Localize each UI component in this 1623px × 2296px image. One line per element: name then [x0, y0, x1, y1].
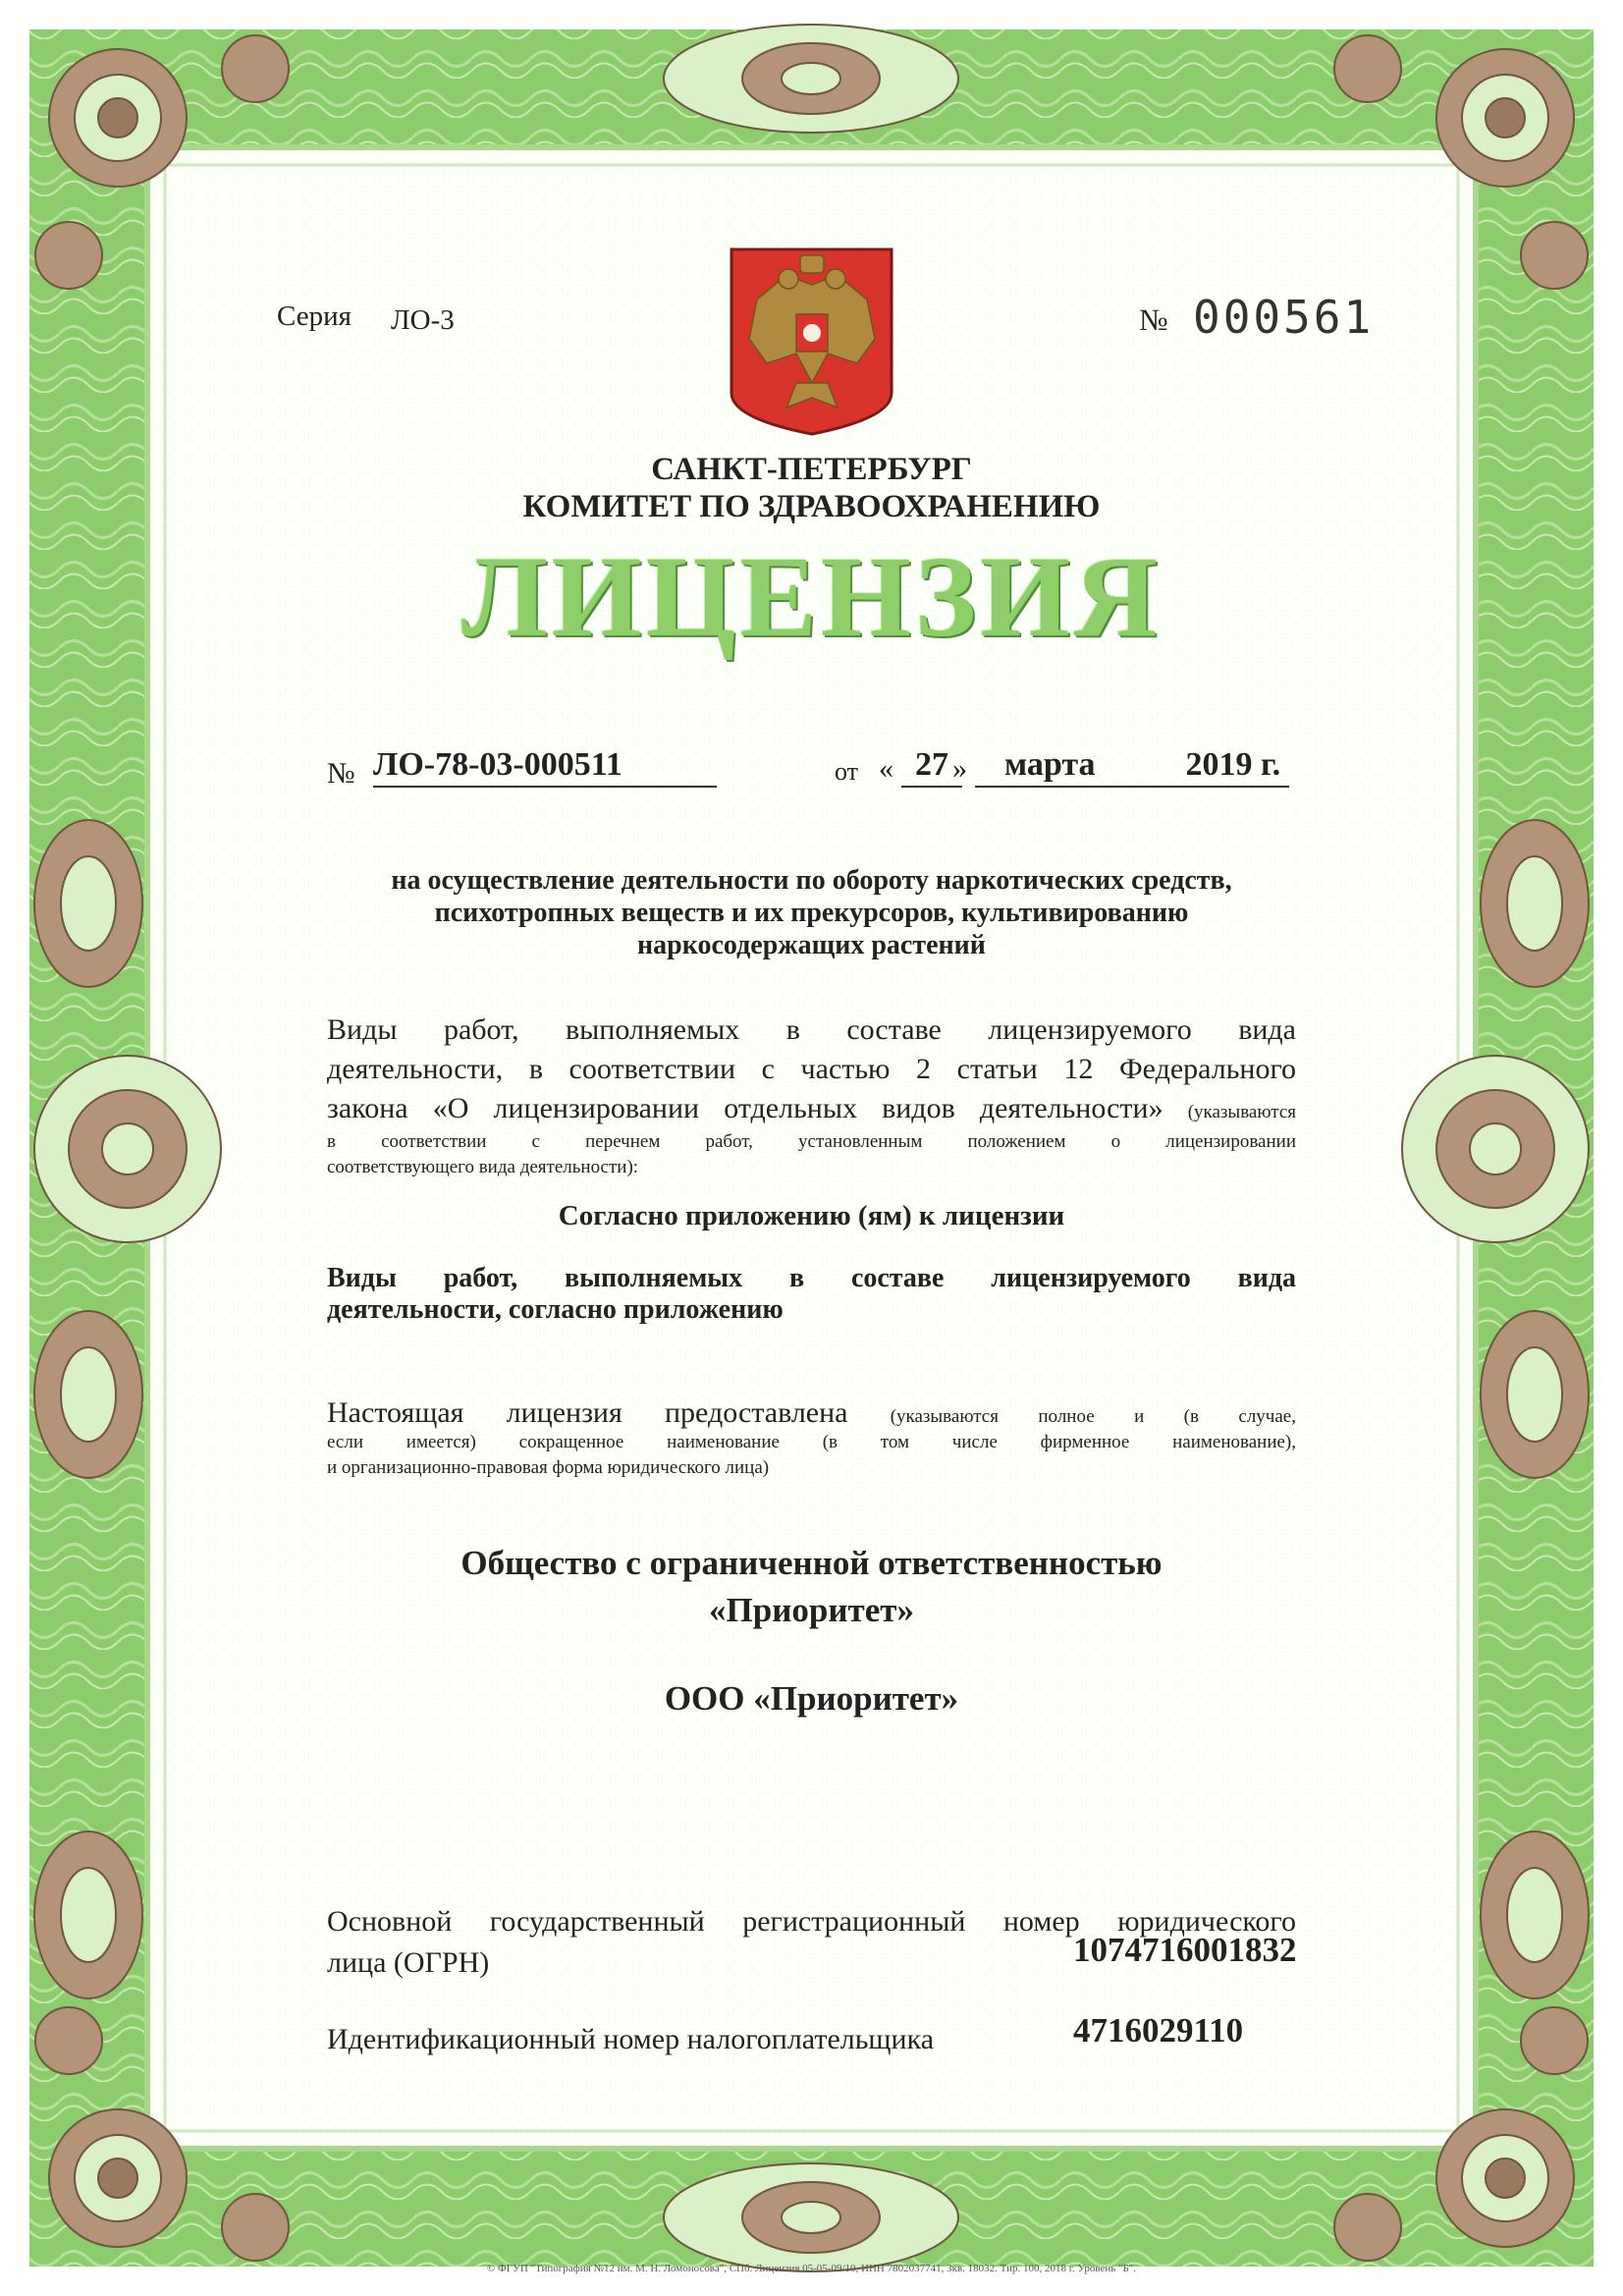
provided-to-hint: и организационно-правовая форма юридического лица) [327, 1457, 770, 1478]
license-month-year [975, 746, 1289, 788]
provided-to-text: Настоящая лицензия предоставлена [327, 1396, 848, 1429]
inn-label: Идентификационный номер налогоплательщика [327, 2023, 935, 2055]
works-hint: в соответствии с перечнем работ, установленным положением о лицензировании [327, 1131, 1296, 1152]
coat-of-arms-icon [728, 246, 895, 438]
works-text-line: деятельности, в соответствии с частью 2 статьи 12 Федерального [327, 1053, 1296, 1085]
organization-full-name: «Приоритет» [709, 1591, 914, 1629]
activity-line: психотропных веществ и их прекурсоров, культивированию [434, 898, 1189, 928]
issuer-city: САНКТ-ПЕТЕРБУРГ [651, 452, 972, 487]
license-year: 2019 г. [1185, 746, 1281, 783]
works-law-text: закона «О лицензировании отдельных видов деятельности» [327, 1092, 1163, 1124]
license-number-label: № [327, 757, 355, 790]
license-number: ЛО-78-03-000511 [373, 746, 717, 788]
medallion-bottom [664, 2163, 958, 2271]
number-label: № [1139, 302, 1168, 337]
works-hint-inline: (указываются [1187, 1102, 1296, 1122]
license-month: марта [1004, 746, 1096, 783]
provided-to-hint-inline: (указываются полное и (в случае, [890, 1406, 1296, 1427]
provided-to-hint: если имеется) сокращенное наименование (в том числе фирменное наименование), [327, 1432, 1296, 1452]
works-appendix-line: деятельности, согласно приложению [327, 1294, 784, 1325]
ogrn-label: Основной государственный регистрационный номер юридического [327, 1905, 1296, 1938]
series-label: Серия [277, 301, 352, 332]
organization-short-name: ООО «Приоритет» [664, 1679, 959, 1718]
printer-imprint: © ФГУП "Типография №12 им. М. Н. Ломоносова", СПб. Лицензия 05-05-09/10, ИНН 7802037741, 3кв. 18032. Тир. 100, 2018 г. Уровень "Б". [486, 2263, 1137, 2274]
issuer-committee: КОМИТЕТ ПО ЗДРАВООХРАНЕНИЮ [522, 489, 1101, 524]
works-appendix-line: Виды работ, выполняемых в составе лицензируемого вида [327, 1263, 1296, 1293]
provided-to-line [327, 1396, 1296, 1430]
series-value: ЛО-3 [391, 304, 455, 336]
document-title: ЛИЦЕНЗИЯ [460, 532, 1163, 661]
date-close-quote: » [952, 752, 967, 785]
ogrn-label: лица (ОГРН) [327, 1946, 490, 1979]
date-open-quote: « [879, 752, 893, 785]
form-number: 000561 [1193, 291, 1375, 344]
activity-line: наркосодержащих растений [637, 930, 986, 960]
works-hint: соответствующего вида деятельности): [327, 1157, 639, 1177]
activity-description [295, 864, 1328, 961]
ogrn-value: 1074716001832 [1073, 1931, 1297, 1969]
license-day: 27 [901, 746, 962, 788]
appendix-reference: Согласно приложению (ям) к лицензии [558, 1200, 1065, 1231]
inn-value: 4716029110 [1073, 2011, 1244, 2050]
date-from-label: от [835, 757, 859, 786]
medallion-top [664, 25, 958, 133]
organization-full-name: Общество с ограниченной ответственностью [460, 1544, 1163, 1582]
works-text-line [327, 1092, 1296, 1125]
activity-line: на осуществление деятельности по обороту наркотических средств, [391, 865, 1232, 896]
works-text-line: Виды работ, выполняемых в составе лицензируемого вида [327, 1013, 1296, 1046]
